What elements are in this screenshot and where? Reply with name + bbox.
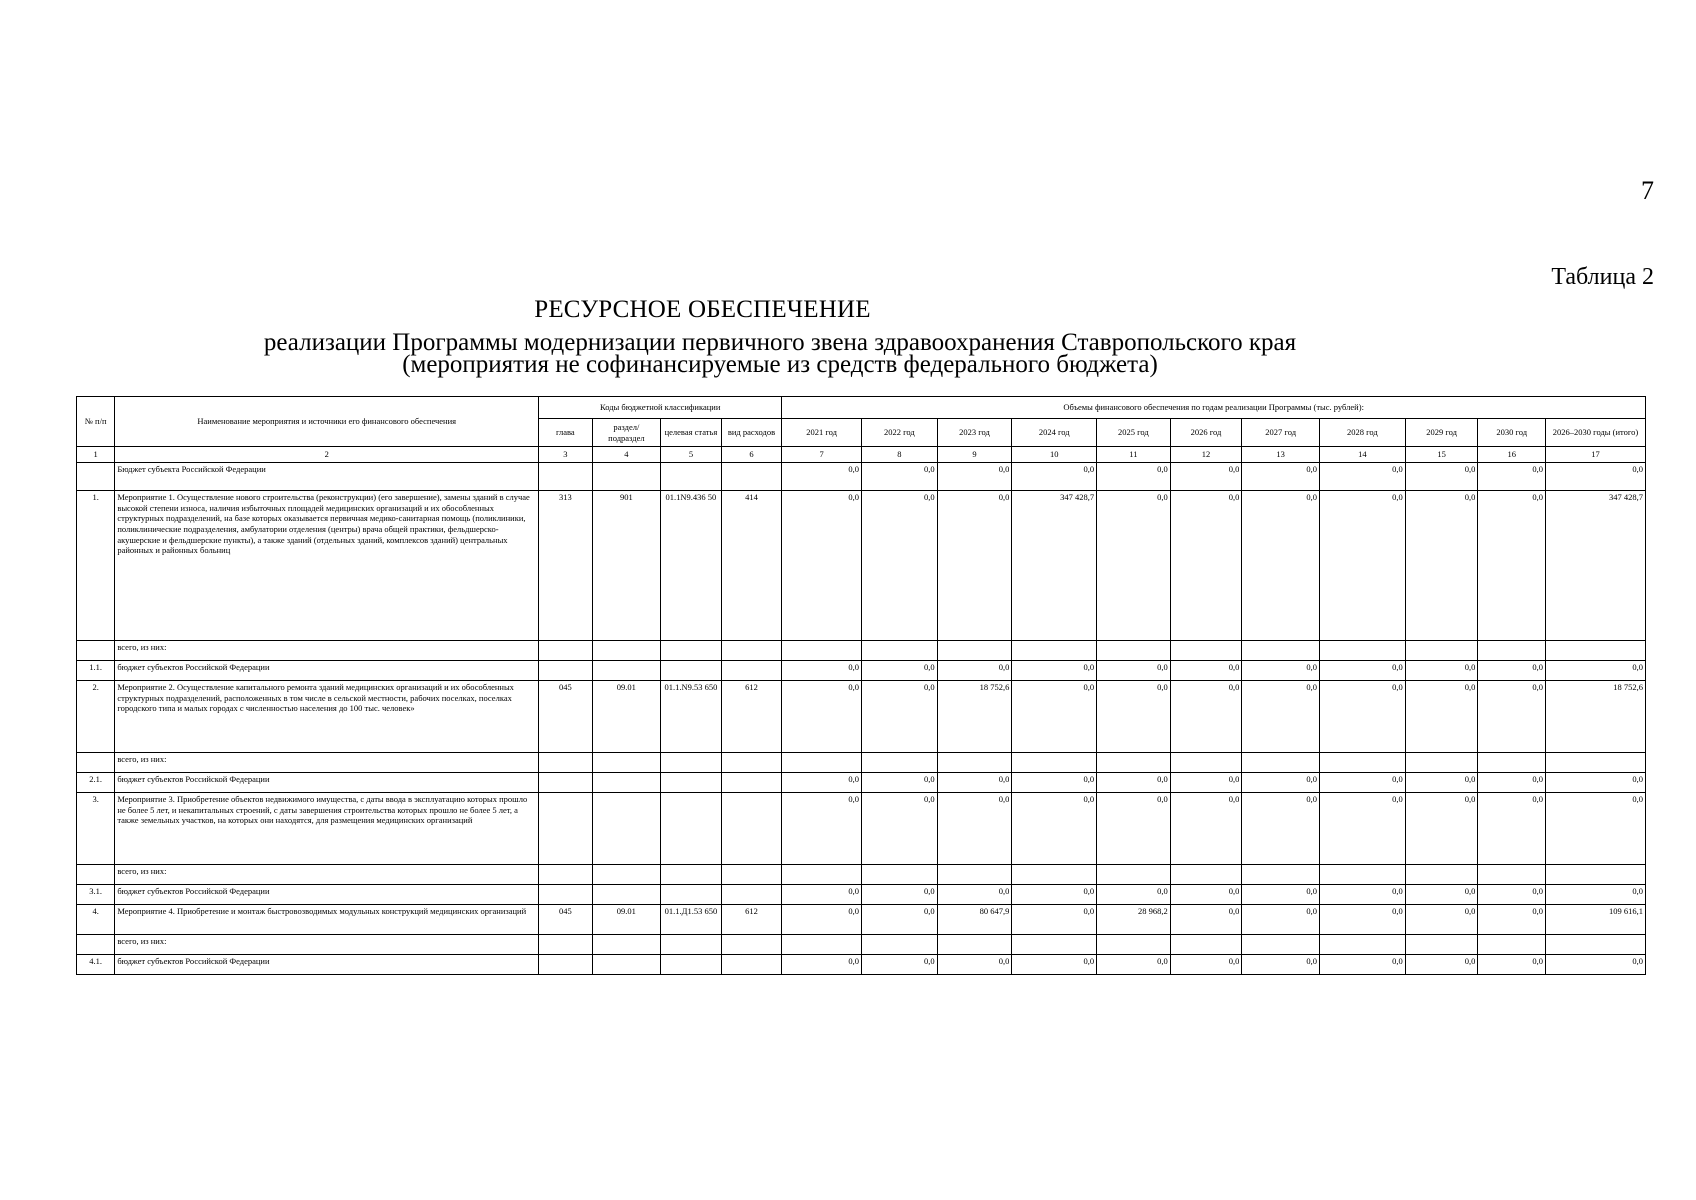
row-value: 0,0 <box>1170 773 1242 793</box>
row-value <box>1320 753 1406 773</box>
row-value: 0,0 <box>782 955 862 975</box>
row-value <box>1012 641 1097 661</box>
row-name: бюджет субъектов Российской Федерации <box>115 773 539 793</box>
row-code <box>539 935 592 955</box>
row-code <box>539 463 592 491</box>
row-value <box>937 753 1012 773</box>
row-code <box>592 773 661 793</box>
row-value <box>1546 865 1646 885</box>
row-value: 0,0 <box>1320 681 1406 753</box>
row-name: Бюджет субъекта Российской Федерации <box>115 463 539 491</box>
row-value: 0,0 <box>782 773 862 793</box>
row-value: 0,0 <box>1405 773 1478 793</box>
row-code <box>592 793 661 865</box>
row-value: 0,0 <box>1097 885 1171 905</box>
row-value <box>1546 641 1646 661</box>
row-number <box>77 865 115 885</box>
row-code: 045 <box>539 905 592 935</box>
table-label: Таблица 2 <box>1551 264 1654 290</box>
row-value: 0,0 <box>1546 885 1646 905</box>
row-value: 0,0 <box>1012 793 1097 865</box>
table-row <box>77 955 1646 975</box>
row-value <box>1012 753 1097 773</box>
row-code <box>592 955 661 975</box>
row-value: 0,0 <box>1242 491 1320 641</box>
row-value: 0,0 <box>937 463 1012 491</box>
row-number: 4. <box>77 905 115 935</box>
column-number: 13 <box>1242 447 1320 463</box>
row-value: 0,0 <box>1320 885 1406 905</box>
row-value: 347 428,7 <box>1546 491 1646 641</box>
table-row <box>77 463 1646 491</box>
column-number: 9 <box>937 447 1012 463</box>
row-value <box>1405 641 1478 661</box>
row-value: 0,0 <box>1478 491 1546 641</box>
row-value <box>1170 641 1242 661</box>
table-row <box>77 681 1646 753</box>
row-code <box>721 463 782 491</box>
row-value: 0,0 <box>1242 955 1320 975</box>
row-value <box>1242 641 1320 661</box>
row-code <box>661 865 722 885</box>
row-name: бюджет субъектов Российской Федерации <box>115 885 539 905</box>
header-name: Наименование мероприятия и источники его финансового обеспечения <box>115 397 539 447</box>
row-code: 414 <box>721 491 782 641</box>
row-number <box>77 463 115 491</box>
row-value: 0,0 <box>1478 463 1546 491</box>
row-value: 0,0 <box>1242 681 1320 753</box>
row-code: 612 <box>721 905 782 935</box>
row-name: бюджет субъектов Российской Федерации <box>115 661 539 681</box>
row-name: Мероприятие 1. Осуществление нового строительства (реконструкции) (его завершение), замены зданий в случае высокой степени износа, наличия избыточных площадей медицинских организаций и их обособленных структурных подразделений, на базе которых оказывается первичная медико-санитарная помощь (поликлиники, поликлинические подразделения, амбулатории отделения (центры) врача общей практики, фельдшерско-акушерские и фельдшерские пункты), а также зданий (отдельных зданий, комплексов зданий) центральных районных и районных больниц <box>115 491 539 641</box>
row-number: 4.1. <box>77 955 115 975</box>
table-row <box>77 773 1646 793</box>
row-value <box>782 753 862 773</box>
row-value: 0,0 <box>1478 661 1546 681</box>
column-number: 2 <box>115 447 539 463</box>
row-value <box>937 865 1012 885</box>
header-codes-group: Коды бюджетной классификации <box>539 397 782 419</box>
row-value <box>1242 753 1320 773</box>
row-value: 0,0 <box>1405 793 1478 865</box>
row-value: 18 752,6 <box>1546 681 1646 753</box>
row-value: 0,0 <box>1012 661 1097 681</box>
row-code <box>539 793 592 865</box>
row-code <box>661 935 722 955</box>
row-value: 0,0 <box>861 885 937 905</box>
row-value: 0,0 <box>1478 681 1546 753</box>
row-value: 0,0 <box>1405 885 1478 905</box>
row-value: 0,0 <box>1012 773 1097 793</box>
row-number: 2. <box>77 681 115 753</box>
row-value: 0,0 <box>782 661 862 681</box>
row-number: 3.1. <box>77 885 115 905</box>
row-value: 0,0 <box>937 773 1012 793</box>
row-value: 0,0 <box>1242 463 1320 491</box>
row-value <box>1170 865 1242 885</box>
table-row <box>77 661 1646 681</box>
row-code: 901 <box>592 491 661 641</box>
row-value: 0,0 <box>1320 463 1406 491</box>
row-code <box>721 865 782 885</box>
row-value: 0,0 <box>782 463 862 491</box>
row-code: 09.01 <box>592 905 661 935</box>
row-value <box>1012 865 1097 885</box>
row-value <box>1097 641 1171 661</box>
header-year-col: 2021 год <box>782 419 862 447</box>
row-number: 1. <box>77 491 115 641</box>
row-value: 347 428,7 <box>1012 491 1097 641</box>
row-value: 18 752,6 <box>937 681 1012 753</box>
row-value: 0,0 <box>1170 491 1242 641</box>
row-value: 0,0 <box>1405 955 1478 975</box>
row-value: 0,0 <box>782 793 862 865</box>
row-value: 0,0 <box>1097 793 1171 865</box>
row-code <box>539 885 592 905</box>
row-value: 0,0 <box>1170 793 1242 865</box>
row-value: 0,0 <box>1242 773 1320 793</box>
row-code: 09.01 <box>592 681 661 753</box>
row-number <box>77 753 115 773</box>
row-value: 0,0 <box>1546 773 1646 793</box>
row-code <box>721 935 782 955</box>
row-value: 0,0 <box>861 773 937 793</box>
row-value: 0,0 <box>1405 491 1478 641</box>
row-name: всего, из них: <box>115 753 539 773</box>
row-value: 0,0 <box>1170 905 1242 935</box>
row-value: 0,0 <box>1546 661 1646 681</box>
row-value: 0,0 <box>1012 681 1097 753</box>
row-value: 0,0 <box>1320 491 1406 641</box>
row-value: 0,0 <box>782 885 862 905</box>
table-row <box>77 935 1646 955</box>
column-number: 14 <box>1320 447 1406 463</box>
header-year-col: 2026 год <box>1170 419 1242 447</box>
row-value: 0,0 <box>1546 463 1646 491</box>
row-value <box>1320 935 1406 955</box>
row-code <box>661 885 722 905</box>
row-code <box>661 793 722 865</box>
row-code <box>721 793 782 865</box>
row-code <box>592 641 661 661</box>
table-row <box>77 793 1646 865</box>
row-number: 1.1. <box>77 661 115 681</box>
row-value: 0,0 <box>1170 885 1242 905</box>
row-value <box>1405 935 1478 955</box>
row-value <box>937 935 1012 955</box>
row-value: 0,0 <box>1405 463 1478 491</box>
row-value: 0,0 <box>937 793 1012 865</box>
table-row <box>77 885 1646 905</box>
row-value <box>1405 865 1478 885</box>
row-value: 0,0 <box>1405 661 1478 681</box>
row-value <box>861 935 937 955</box>
row-value: 0,0 <box>861 661 937 681</box>
row-code <box>592 463 661 491</box>
row-value <box>1478 753 1546 773</box>
row-value <box>1097 865 1171 885</box>
column-number: 1 <box>77 447 115 463</box>
header-code-col: вид расходов <box>721 419 782 447</box>
header-year-col: 2030 год <box>1478 419 1546 447</box>
row-name: Мероприятие 4. Приобретение и монтаж быстровозводимых модульных конструкций медицинских организаций <box>115 905 539 935</box>
row-value: 0,0 <box>1012 905 1097 935</box>
table-row <box>77 641 1646 661</box>
document-title: РЕСУРСНОЕ ОБЕСПЕЧЕНИЕ <box>534 296 871 323</box>
row-code <box>592 661 661 681</box>
row-value <box>1242 865 1320 885</box>
row-name: всего, из них: <box>115 865 539 885</box>
row-code <box>592 935 661 955</box>
row-name: всего, из них: <box>115 641 539 661</box>
row-code: 01.1.Д1.53 650 <box>661 905 722 935</box>
column-number: 10 <box>1012 447 1097 463</box>
row-value: 0,0 <box>1320 793 1406 865</box>
row-code <box>661 955 722 975</box>
row-code <box>661 753 722 773</box>
row-value: 0,0 <box>1012 955 1097 975</box>
header-year-col: 2029 год <box>1405 419 1478 447</box>
row-code <box>592 753 661 773</box>
row-value <box>1242 935 1320 955</box>
row-code: 313 <box>539 491 592 641</box>
row-value: 0,0 <box>1320 955 1406 975</box>
header-year-col: 2027 год <box>1242 419 1320 447</box>
row-value <box>1097 935 1171 955</box>
row-value <box>861 753 937 773</box>
table-row <box>77 905 1646 935</box>
row-value: 109 616,1 <box>1546 905 1646 935</box>
row-value: 0,0 <box>1320 661 1406 681</box>
row-value: 0,0 <box>1478 773 1546 793</box>
row-value <box>1546 753 1646 773</box>
row-value <box>937 641 1012 661</box>
row-code <box>592 885 661 905</box>
header-year-col: 2028 год <box>1320 419 1406 447</box>
header-year-col: 2022 год <box>861 419 937 447</box>
row-value: 0,0 <box>1097 491 1171 641</box>
row-value: 0,0 <box>1320 773 1406 793</box>
row-value: 0,0 <box>782 491 862 641</box>
subtitle-line-1: реализации Программы модернизации первичного звена здравоохранения Ставропольского края <box>263 329 1297 356</box>
row-value <box>1097 753 1171 773</box>
row-value: 0,0 <box>1012 885 1097 905</box>
row-number <box>77 641 115 661</box>
row-value: 0,0 <box>1097 955 1171 975</box>
row-value: 0,0 <box>1405 905 1478 935</box>
row-value <box>782 641 862 661</box>
row-value: 0,0 <box>1242 661 1320 681</box>
row-value: 0,0 <box>1097 773 1171 793</box>
row-value: 28 968,2 <box>1097 905 1171 935</box>
row-value <box>1478 641 1546 661</box>
row-code <box>661 641 722 661</box>
row-value: 0,0 <box>1242 885 1320 905</box>
row-value: 0,0 <box>1320 905 1406 935</box>
header-volumes-group: Объемы финансового обеспечения по годам реализации Программы (тыс. рублей): <box>782 397 1646 419</box>
row-value <box>1170 753 1242 773</box>
row-value: 0,0 <box>1546 793 1646 865</box>
row-value <box>1405 753 1478 773</box>
row-code <box>539 773 592 793</box>
document-subtitle <box>0 329 1560 378</box>
row-value: 0,0 <box>861 955 937 975</box>
row-value: 0,0 <box>1170 463 1242 491</box>
row-code <box>539 641 592 661</box>
column-number: 4 <box>592 447 661 463</box>
row-value: 0,0 <box>1012 463 1097 491</box>
row-code <box>539 955 592 975</box>
row-code <box>721 773 782 793</box>
row-value: 0,0 <box>937 885 1012 905</box>
header-year-col: 2026–2030 годы (итого) <box>1546 419 1646 447</box>
row-value <box>1012 935 1097 955</box>
column-number: 17 <box>1546 447 1646 463</box>
row-value: 0,0 <box>1170 681 1242 753</box>
row-value: 0,0 <box>1478 793 1546 865</box>
row-code <box>539 661 592 681</box>
column-number: 15 <box>1405 447 1478 463</box>
subtitle-line-2: (мероприятия не софинансируемые из средств федерального бюджета) <box>402 351 1158 378</box>
row-name: всего, из них: <box>115 935 539 955</box>
row-value: 0,0 <box>1170 661 1242 681</box>
resource-table <box>76 396 1646 975</box>
row-code <box>721 661 782 681</box>
header-code-col: раздел/ подраздел <box>592 419 661 447</box>
row-value: 0,0 <box>937 661 1012 681</box>
row-value <box>1478 865 1546 885</box>
row-number <box>77 935 115 955</box>
row-value: 0,0 <box>1405 681 1478 753</box>
row-value: 0,0 <box>937 955 1012 975</box>
row-value <box>1170 935 1242 955</box>
row-name: бюджет субъектов Российской Федерации <box>115 955 539 975</box>
column-number: 11 <box>1097 447 1171 463</box>
header-year-col: 2025 год <box>1097 419 1171 447</box>
row-value: 0,0 <box>782 905 862 935</box>
row-value: 0,0 <box>1097 661 1171 681</box>
row-number: 3. <box>77 793 115 865</box>
row-name: Мероприятие 2. Осуществление капитального ремонта зданий медицинских организаций и их обособленных структурных подразделений, расположенных в том числе в сельской местности, рабочих поселках, поселках городского типа и малых городах с численностью населения до 100 тыс. человек» <box>115 681 539 753</box>
row-code <box>592 865 661 885</box>
row-code: 045 <box>539 681 592 753</box>
row-value <box>782 935 862 955</box>
row-value: 0,0 <box>1097 681 1171 753</box>
row-value: 0,0 <box>861 491 937 641</box>
row-value <box>861 641 937 661</box>
row-value: 0,0 <box>1242 905 1320 935</box>
header-num: № п/п <box>77 397 115 447</box>
row-code <box>661 661 722 681</box>
row-value: 0,0 <box>861 463 937 491</box>
row-code <box>721 753 782 773</box>
row-value <box>1546 935 1646 955</box>
row-value <box>1320 865 1406 885</box>
page-number: 7 <box>1641 176 1654 205</box>
row-value: 0,0 <box>1478 885 1546 905</box>
column-number: 12 <box>1170 447 1242 463</box>
row-value <box>861 865 937 885</box>
row-value: 0,0 <box>861 905 937 935</box>
row-value: 0,0 <box>1170 955 1242 975</box>
row-value: 0,0 <box>861 681 937 753</box>
row-code <box>539 865 592 885</box>
row-value: 0,0 <box>1478 905 1546 935</box>
header-year-col: 2023 год <box>937 419 1012 447</box>
row-value: 0,0 <box>937 491 1012 641</box>
column-number: 7 <box>782 447 862 463</box>
row-code <box>721 885 782 905</box>
row-code: 612 <box>721 681 782 753</box>
column-number: 5 <box>661 447 722 463</box>
row-code <box>661 463 722 491</box>
row-value <box>1320 641 1406 661</box>
table-row <box>77 491 1646 641</box>
row-value: 0,0 <box>1546 955 1646 975</box>
row-value <box>782 865 862 885</box>
row-value: 80 647,9 <box>937 905 1012 935</box>
row-value: 0,0 <box>782 681 862 753</box>
row-code <box>721 641 782 661</box>
column-number: 16 <box>1478 447 1546 463</box>
row-code <box>539 753 592 773</box>
row-value <box>1478 935 1546 955</box>
row-number: 2.1. <box>77 773 115 793</box>
row-name: Мероприятие 3. Приобретение объектов недвижимого имущества, с даты ввода в эксплуатацию которых прошло не более 5 лет, и некапитальных строений, с даты завершения строительства которых прошло не более 5 лет, а также земельных участков, на которых они находятся, для размещения медицинских организаций <box>115 793 539 865</box>
row-value: 0,0 <box>1478 955 1546 975</box>
column-number: 3 <box>539 447 592 463</box>
header-code-col: глава <box>539 419 592 447</box>
row-code: 01.1N9.436 50 <box>661 491 722 641</box>
row-value: 0,0 <box>1097 463 1171 491</box>
column-number: 6 <box>721 447 782 463</box>
header-code-col: целевая статья <box>661 419 722 447</box>
header-year-col: 2024 год <box>1012 419 1097 447</box>
row-code: 01.1.N9.53 650 <box>661 681 722 753</box>
column-number: 8 <box>861 447 937 463</box>
row-code <box>721 955 782 975</box>
table-row <box>77 865 1646 885</box>
row-value: 0,0 <box>861 793 937 865</box>
table-row <box>77 753 1646 773</box>
row-code <box>661 773 722 793</box>
row-value: 0,0 <box>1242 793 1320 865</box>
